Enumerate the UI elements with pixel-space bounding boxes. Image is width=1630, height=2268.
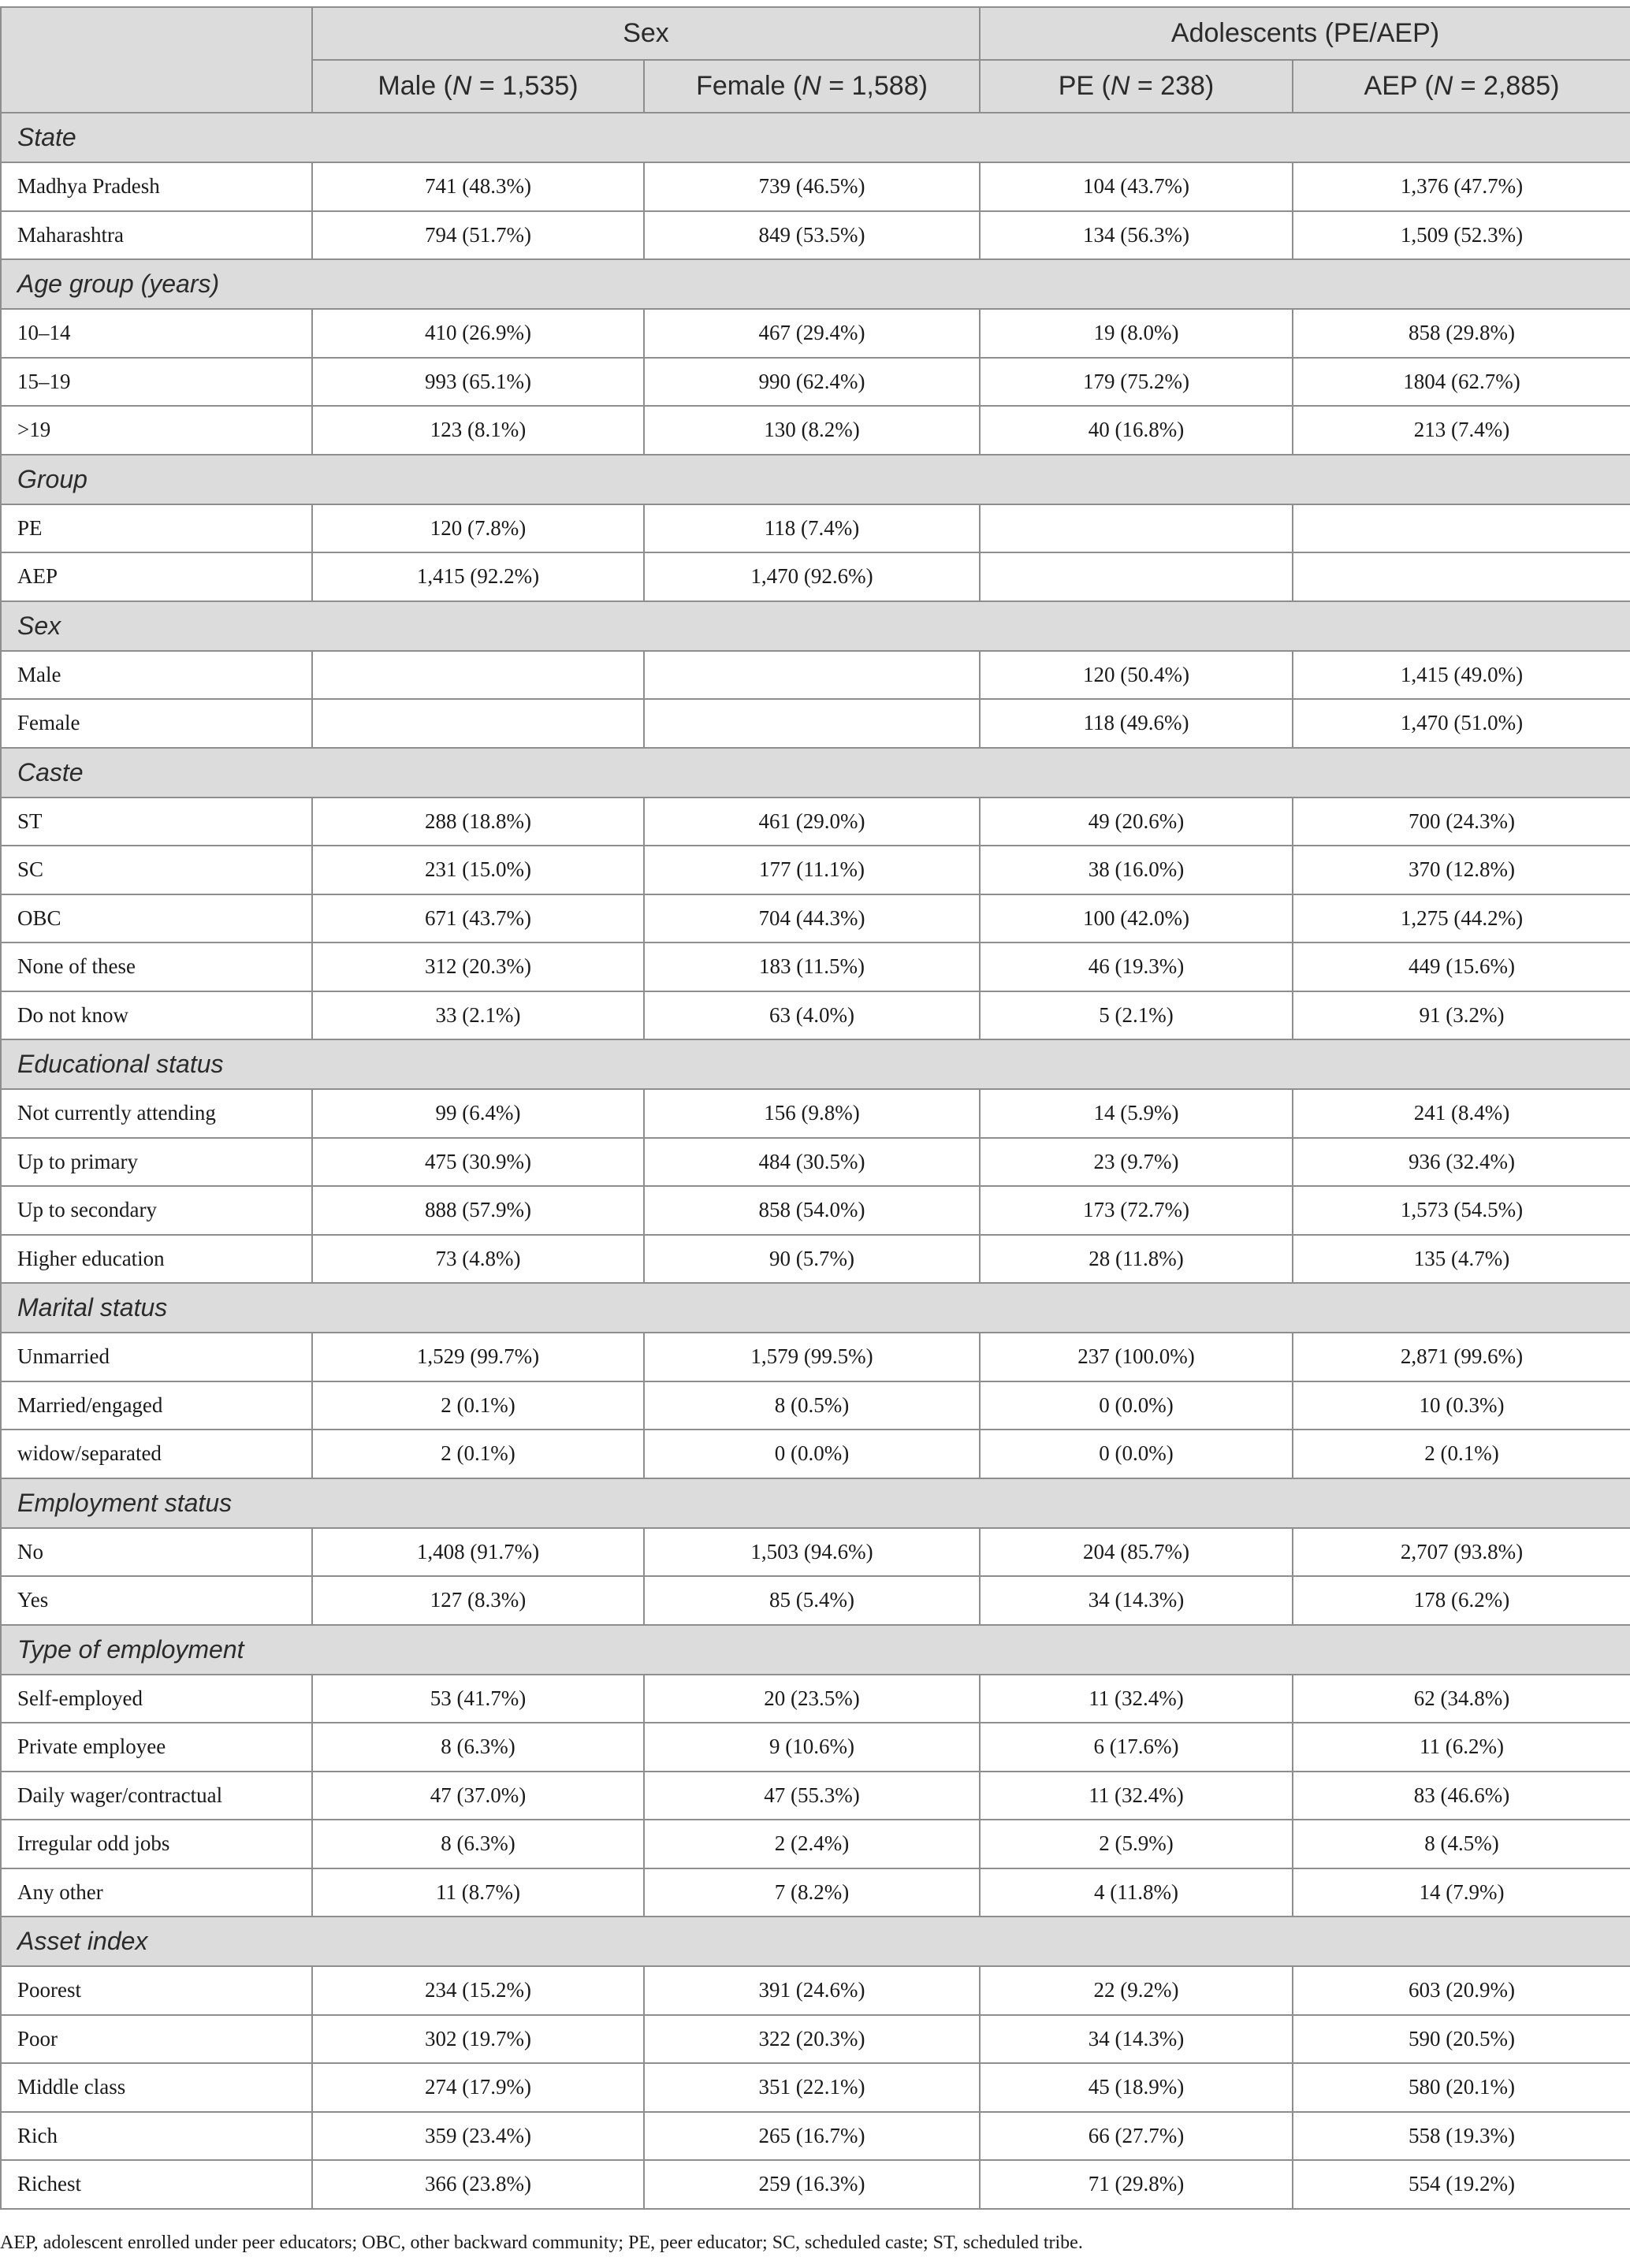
table-row: [1, 1430, 1630, 1478]
table-cell: [312, 699, 644, 748]
table-cell: 11 (32.4%): [980, 1772, 1293, 1820]
table-cell: 1,573 (54.5%): [1293, 1186, 1630, 1235]
table-cell: [1293, 552, 1630, 601]
row-label: AEP: [1, 552, 312, 601]
table-cell: 0 (0.0%): [980, 1381, 1293, 1430]
table-cell: 49 (20.6%): [980, 798, 1293, 846]
table-cell: 590 (20.5%): [1293, 2015, 1630, 2064]
column-header-aep: AEP (N = 2,885): [1293, 60, 1630, 113]
row-label: Married/engaged: [1, 1381, 312, 1430]
section-header-row: [1, 113, 1630, 162]
table-cell: [644, 699, 980, 748]
table-cell: 849 (53.5%): [644, 211, 980, 260]
table-row: [1, 1820, 1630, 1868]
table-cell: 135 (4.7%): [1293, 1235, 1630, 1284]
section-title: Sex: [1, 601, 1630, 651]
section-header-row: [1, 259, 1630, 309]
table-row: [1, 406, 1630, 455]
row-label: Irregular odd jobs: [1, 1820, 312, 1868]
column-header-male: Male (N = 1,535): [312, 60, 644, 113]
row-label: OBC: [1, 894, 312, 943]
table-row: [1, 699, 1630, 748]
row-label: >19: [1, 406, 312, 455]
row-label: Middle class: [1, 2063, 312, 2112]
table-row: [1, 309, 1630, 358]
table-cell: 11 (32.4%): [980, 1675, 1293, 1723]
table-header: [1, 7, 1630, 113]
table-cell: 7 (8.2%): [644, 1868, 980, 1917]
table-row: [1, 1723, 1630, 1772]
table-cell: 1,470 (51.0%): [1293, 699, 1630, 748]
table-row: [1, 1138, 1630, 1187]
table-cell: 10 (0.3%): [1293, 1381, 1630, 1430]
table-cell: 554 (19.2%): [1293, 2160, 1630, 2209]
table-row: [1, 651, 1630, 700]
row-label: Daily wager/contractual: [1, 1772, 312, 1820]
section-header-row: [1, 1283, 1630, 1333]
row-label: PE: [1, 504, 312, 553]
column-header-female: Female (N = 1,588): [644, 60, 980, 113]
table-cell: 8 (6.3%): [312, 1723, 644, 1772]
table-cell: 104 (43.7%): [980, 162, 1293, 211]
table-row: [1, 504, 1630, 553]
table-cell: 6 (17.6%): [980, 1723, 1293, 1772]
table-cell: 71 (29.8%): [980, 2160, 1293, 2209]
table-cell: 33 (2.1%): [312, 991, 644, 1040]
table-cell: 2,707 (93.8%): [1293, 1528, 1630, 1577]
table-cell: 47 (55.3%): [644, 1772, 980, 1820]
table-cell: 20 (23.5%): [644, 1675, 980, 1723]
table-cell: 11 (6.2%): [1293, 1723, 1630, 1772]
table-cell: 231 (15.0%): [312, 846, 644, 894]
table-cell: 259 (16.3%): [644, 2160, 980, 2209]
row-label: Maharashtra: [1, 211, 312, 260]
table-cell: 62 (34.8%): [1293, 1675, 1630, 1723]
table-cell: 241 (8.4%): [1293, 1089, 1630, 1138]
table-cell: 4 (11.8%): [980, 1868, 1293, 1917]
row-label: Higher education: [1, 1235, 312, 1284]
table-row: [1, 1675, 1630, 1723]
table-cell: 265 (16.7%): [644, 2112, 980, 2161]
table-cell: 11 (8.7%): [312, 1868, 644, 1917]
row-label: Private employee: [1, 1723, 312, 1772]
table-cell: 1,529 (99.7%): [312, 1333, 644, 1381]
table-cell: 34 (14.3%): [980, 1576, 1293, 1625]
row-label: 15–19: [1, 358, 312, 407]
table-cell: 484 (30.5%): [644, 1138, 980, 1187]
row-label: Poorest: [1, 1966, 312, 2015]
row-label: Female: [1, 699, 312, 748]
table-cell: 2 (5.9%): [980, 1820, 1293, 1868]
table-cell: 8 (6.3%): [312, 1820, 644, 1868]
table-row: [1, 1235, 1630, 1284]
table-cell: 461 (29.0%): [644, 798, 980, 846]
table-cell: 888 (57.9%): [312, 1186, 644, 1235]
table-cell: 391 (24.6%): [644, 1966, 980, 2015]
header-group-row: [1, 7, 1630, 60]
table-cell: 739 (46.5%): [644, 162, 980, 211]
table-cell: [980, 504, 1293, 553]
table-cell: [980, 552, 1293, 601]
table-cell: 2 (0.1%): [312, 1430, 644, 1478]
table-cell: 123 (8.1%): [312, 406, 644, 455]
table-cell: 14 (5.9%): [980, 1089, 1293, 1138]
section-title: Asset index: [1, 1917, 1630, 1966]
table-cell: 671 (43.7%): [312, 894, 644, 943]
table-cell: 2 (2.4%): [644, 1820, 980, 1868]
section-header-row: [1, 455, 1630, 504]
table-cell: 993 (65.1%): [312, 358, 644, 407]
table-cell: 73 (4.8%): [312, 1235, 644, 1284]
table-cell: 100 (42.0%): [980, 894, 1293, 943]
table-cell: 8 (0.5%): [644, 1381, 980, 1430]
section-header-row: [1, 601, 1630, 651]
table-row: [1, 943, 1630, 991]
row-label: Any other: [1, 1868, 312, 1917]
table-cell: 410 (26.9%): [312, 309, 644, 358]
section-title: Group: [1, 455, 1630, 504]
row-label: Not currently attending: [1, 1089, 312, 1138]
table-cell: 9 (10.6%): [644, 1723, 980, 1772]
section-header-row: [1, 1917, 1630, 1966]
table-body: [1, 113, 1630, 2209]
row-label: Yes: [1, 1576, 312, 1625]
table-cell: 312 (20.3%): [312, 943, 644, 991]
row-label: Poor: [1, 2015, 312, 2064]
table-cell: 134 (56.3%): [980, 211, 1293, 260]
row-label: Unmarried: [1, 1333, 312, 1381]
table-cell: 0 (0.0%): [980, 1430, 1293, 1478]
table-row: [1, 991, 1630, 1040]
table-cell: 46 (19.3%): [980, 943, 1293, 991]
table-row: [1, 1528, 1630, 1577]
row-label: ST: [1, 798, 312, 846]
table-cell: 204 (85.7%): [980, 1528, 1293, 1577]
table-cell: 179 (75.2%): [980, 358, 1293, 407]
table-cell: 274 (17.9%): [312, 2063, 644, 2112]
table-cell: 467 (29.4%): [644, 309, 980, 358]
table-cell: 23 (9.7%): [980, 1138, 1293, 1187]
table-cell: 99 (6.4%): [312, 1089, 644, 1138]
table-row: [1, 162, 1630, 211]
table-cell: 1,415 (49.0%): [1293, 651, 1630, 700]
table-cell: 130 (8.2%): [644, 406, 980, 455]
table-cell: 1,470 (92.6%): [644, 552, 980, 601]
table-cell: 359 (23.4%): [312, 2112, 644, 2161]
table-row: [1, 1333, 1630, 1381]
table-cell: 118 (49.6%): [980, 699, 1293, 748]
table-cell: 85 (5.4%): [644, 1576, 980, 1625]
table-cell: 83 (46.6%): [1293, 1772, 1630, 1820]
table-cell: 237 (100.0%): [980, 1333, 1293, 1381]
table-cell: 990 (62.4%): [644, 358, 980, 407]
table-cell: 90 (5.7%): [644, 1235, 980, 1284]
table-cell: 449 (15.6%): [1293, 943, 1630, 991]
table-cell: 234 (15.2%): [312, 1966, 644, 2015]
section-header-row: [1, 1625, 1630, 1675]
table-cell: 40 (16.8%): [980, 406, 1293, 455]
table-cell: 34 (14.3%): [980, 2015, 1293, 2064]
table-row: [1, 894, 1630, 943]
table-cell: 22 (9.2%): [980, 1966, 1293, 2015]
table-cell: 858 (29.8%): [1293, 309, 1630, 358]
table-cell: 700 (24.3%): [1293, 798, 1630, 846]
table-cell: 704 (44.3%): [644, 894, 980, 943]
section-title: Educational status: [1, 1039, 1630, 1089]
row-label: Do not know: [1, 991, 312, 1040]
section-title: Caste: [1, 748, 1630, 798]
table-cell: 1,376 (47.7%): [1293, 162, 1630, 211]
table-cell: 2 (0.1%): [312, 1381, 644, 1430]
table-cell: 63 (4.0%): [644, 991, 980, 1040]
section-title: Age group (years): [1, 259, 1630, 309]
table-cell: 66 (27.7%): [980, 2112, 1293, 2161]
table-cell: 178 (6.2%): [1293, 1576, 1630, 1625]
table-row: [1, 1772, 1630, 1820]
table-cell: [644, 651, 980, 700]
table-cell: 558 (19.3%): [1293, 2112, 1630, 2161]
table-row: [1, 846, 1630, 894]
row-label: Self-employed: [1, 1675, 312, 1723]
row-label: Male: [1, 651, 312, 700]
row-label: Madhya Pradesh: [1, 162, 312, 211]
table-cell: 0 (0.0%): [644, 1430, 980, 1478]
table-cell: 858 (54.0%): [644, 1186, 980, 1235]
table-cell: 794 (51.7%): [312, 211, 644, 260]
section-title: Type of employment: [1, 1625, 1630, 1675]
table-row: [1, 798, 1630, 846]
header-group-sex: Sex: [312, 7, 980, 60]
table-cell: 370 (12.8%): [1293, 846, 1630, 894]
row-label: Up to secondary: [1, 1186, 312, 1235]
table-cell: 5 (2.1%): [980, 991, 1293, 1040]
table-row: [1, 358, 1630, 407]
table-cell: 351 (22.1%): [644, 2063, 980, 2112]
table-cell: 1,579 (99.5%): [644, 1333, 980, 1381]
section-header-row: [1, 748, 1630, 798]
row-label: Rich: [1, 2112, 312, 2161]
table-row: [1, 1089, 1630, 1138]
table-cell: 580 (20.1%): [1293, 2063, 1630, 2112]
table-cell: 741 (48.3%): [312, 162, 644, 211]
section-title: Employment status: [1, 1478, 1630, 1528]
table-row: [1, 211, 1630, 260]
table-cell: 45 (18.9%): [980, 2063, 1293, 2112]
table-row: [1, 552, 1630, 601]
table-row: [1, 2063, 1630, 2112]
row-label: Richest: [1, 2160, 312, 2209]
row-label: Up to primary: [1, 1138, 312, 1187]
table-cell: 366 (23.8%): [312, 2160, 644, 2209]
table-cell: 19 (8.0%): [980, 309, 1293, 358]
table-cell: 156 (9.8%): [644, 1089, 980, 1138]
header-corner-cell: [1, 7, 312, 113]
row-label: 10–14: [1, 309, 312, 358]
table-cell: 213 (7.4%): [1293, 406, 1630, 455]
section-title: State: [1, 113, 1630, 162]
header-group-adolescents: Adolescents (PE/AEP): [980, 7, 1630, 60]
table-cell: 1,275 (44.2%): [1293, 894, 1630, 943]
table-row: [1, 1868, 1630, 1917]
row-label: widow/separated: [1, 1430, 312, 1478]
table-cell: 2,871 (99.6%): [1293, 1333, 1630, 1381]
table-cell: 936 (32.4%): [1293, 1138, 1630, 1187]
section-header-row: [1, 1478, 1630, 1528]
table-cell: [1293, 504, 1630, 553]
table-row: [1, 1966, 1630, 2015]
section-header-row: [1, 1039, 1630, 1089]
table-cell: 1,503 (94.6%): [644, 1528, 980, 1577]
table-cell: 118 (7.4%): [644, 504, 980, 553]
table-cell: [312, 651, 644, 700]
table-cell: 91 (3.2%): [1293, 991, 1630, 1040]
table-cell: 1,509 (52.3%): [1293, 211, 1630, 260]
table-cell: 173 (72.7%): [980, 1186, 1293, 1235]
table-cell: 2 (0.1%): [1293, 1430, 1630, 1478]
table-row: [1, 1576, 1630, 1625]
table-footnote: AEP, adolescent enrolled under peer educators; OBC, other backward community; PE, peer educator; SC, scheduled caste; ST, scheduled tribe.: [0, 2233, 1083, 2253]
table-cell: 53 (41.7%): [312, 1675, 644, 1723]
table-row: [1, 2160, 1630, 2209]
table-cell: 120 (50.4%): [980, 651, 1293, 700]
table-cell: 47 (37.0%): [312, 1772, 644, 1820]
table-cell: 1804 (62.7%): [1293, 358, 1630, 407]
table-cell: 183 (11.5%): [644, 943, 980, 991]
row-label: SC: [1, 846, 312, 894]
row-label: No: [1, 1528, 312, 1577]
table-cell: 1,415 (92.2%): [312, 552, 644, 601]
table-cell: 288 (18.8%): [312, 798, 644, 846]
column-header-pe: PE (N = 238): [980, 60, 1293, 113]
table-cell: 120 (7.8%): [312, 504, 644, 553]
table-row: [1, 2112, 1630, 2161]
table-row: [1, 2015, 1630, 2064]
table-cell: 8 (4.5%): [1293, 1820, 1630, 1868]
table-cell: 302 (19.7%): [312, 2015, 644, 2064]
table-row: [1, 1381, 1630, 1430]
demographics-table: [0, 6, 1630, 2210]
table-cell: 475 (30.9%): [312, 1138, 644, 1187]
table-cell: 603 (20.9%): [1293, 1966, 1630, 2015]
table-row: [1, 1186, 1630, 1235]
table-cell: 14 (7.9%): [1293, 1868, 1630, 1917]
row-label: None of these: [1, 943, 312, 991]
table-cell: 38 (16.0%): [980, 846, 1293, 894]
table-cell: 177 (11.1%): [644, 846, 980, 894]
section-title: Marital status: [1, 1283, 1630, 1333]
table-cell: 322 (20.3%): [644, 2015, 980, 2064]
table-cell: 1,408 (91.7%): [312, 1528, 644, 1577]
table-cell: 127 (8.3%): [312, 1576, 644, 1625]
table-cell: 28 (11.8%): [980, 1235, 1293, 1284]
